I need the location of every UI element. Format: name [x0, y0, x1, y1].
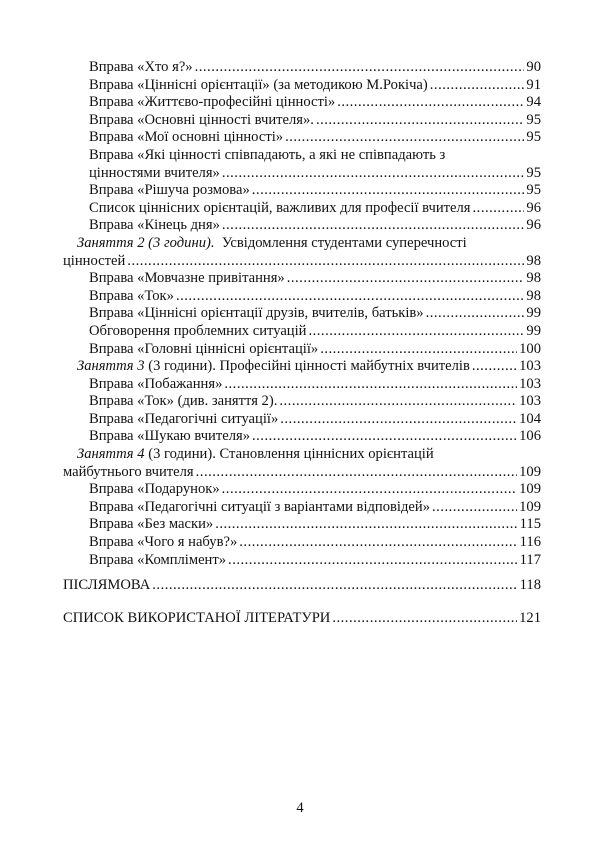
toc-entry[interactable] — [63, 59, 541, 77]
toc-entry-page: 95 — [526, 182, 541, 199]
toc-entry-label: Вправа «Хто я?» — [89, 59, 193, 75]
toc-entry-label: СПИСОК ВИКОРИСТАНОЇ ЛІТЕРАТУРИ — [63, 609, 331, 626]
toc-entry[interactable] — [63, 129, 541, 147]
toc-entry-page: 109 — [519, 498, 541, 515]
toc-entry[interactable] — [63, 534, 541, 552]
toc-entry-label: Обговорення проблемних ситуацій — [89, 322, 307, 339]
leader-dots — [308, 323, 524, 341]
toc-entry-references[interactable] — [63, 610, 541, 628]
leader-dots — [239, 534, 517, 552]
toc-entry-label: майбутнього вчителя — [63, 463, 194, 480]
toc-entry-page: 98 — [526, 270, 541, 287]
toc-entry-page: 103 — [519, 375, 541, 392]
toc-entry-label: Вправа «Ток» (див. заняття 2). — [89, 393, 278, 410]
toc-entry-page: 115 — [519, 516, 541, 533]
toc-entry-page: 104 — [519, 410, 541, 427]
leader-dots — [222, 217, 525, 235]
toc-entry-label: Вправа «Ціннісні орієнтації» (за методикою М.Рокіча) — [89, 76, 428, 93]
leader-dots — [279, 393, 517, 411]
leader-dots — [320, 341, 517, 359]
leader-dots — [252, 182, 525, 200]
session-2-heading[interactable] — [63, 235, 541, 253]
toc-entry-label: Вправа «Основні цінності вчителя». — [89, 111, 314, 128]
toc-entry-label: Вправа «Рішуча розмова» — [89, 182, 250, 199]
toc-entry-label: Вправа «Ціннісні орієнтації друзів, вчителів, батьків» — [89, 305, 424, 322]
toc-entry-label: цінностями вчителя» — [89, 164, 220, 181]
session-3-heading[interactable] — [63, 358, 541, 376]
toc-entry-label: ПІСЛЯМОВА — [63, 577, 151, 594]
session-3-title: (3 години). Професійні цінності майбутніх вчителів — [148, 358, 470, 375]
toc-entry[interactable] — [63, 305, 541, 323]
leader-dots — [332, 610, 517, 628]
toc-entry-label: Вправа «Шукаю вчителя» — [89, 428, 250, 445]
toc-entry-label: Вправа «Подарунок» — [89, 481, 220, 498]
toc-entry-page: 98 — [526, 252, 541, 269]
leader-dots — [473, 200, 525, 218]
toc-entry[interactable] — [63, 112, 541, 130]
toc-entry[interactable] — [63, 182, 541, 200]
leader-dots — [472, 358, 517, 376]
toc-entry-page: 91 — [526, 76, 541, 93]
toc-entry-label: Вправа «Мої основні цінності» — [89, 129, 284, 146]
toc-entry[interactable] — [63, 499, 541, 517]
toc-entry-label: Вправа «Кінець дня» — [89, 217, 220, 234]
toc-entry[interactable] — [63, 341, 541, 359]
toc-entry[interactable] — [63, 516, 541, 534]
toc-entry-label: Вправа «Педагогічні ситуації з варіантами відповідей» — [89, 498, 430, 515]
leader-dots — [215, 516, 517, 534]
toc-entry[interactable] — [63, 464, 541, 482]
toc-entry-label: Вправа «Чого я набув?» — [89, 534, 238, 551]
toc-entry-label: Вправа «Побажання» — [89, 375, 223, 392]
toc-entry[interactable] — [63, 200, 541, 218]
leader-dots — [285, 129, 524, 147]
leader-dots — [152, 577, 517, 595]
session-4-title: (3 години). Становлення ціннісних орієнтацій — [148, 446, 434, 463]
toc-entry-label: Вправа «Комплімент» — [89, 551, 227, 568]
toc-entry-page: 99 — [526, 305, 541, 322]
toc-entry-first-line[interactable]: Вправа «Які цінності співпадають, а які не співпадають з — [89, 146, 446, 163]
toc-entry-label: Вправа «Мовчазне привітання» — [89, 270, 285, 287]
toc-entry-label: Список ціннісних орієнтацій, важливих для професії вчителя — [89, 199, 471, 216]
leader-dots — [430, 77, 525, 95]
toc-entry-page: 96 — [526, 217, 541, 234]
toc-entry-label: цінностей — [63, 252, 126, 269]
leader-dots — [222, 481, 517, 499]
leader-dots — [252, 428, 517, 446]
leader-dots — [228, 552, 518, 570]
toc-entry-page: 118 — [519, 577, 541, 594]
toc-entry-label: Вправа «Без маски» — [89, 516, 214, 533]
toc-entry-page: 90 — [526, 59, 541, 75]
toc-entry[interactable] — [63, 411, 541, 429]
toc-entry-label: Вправа «Життєво-професійні цінності» — [89, 94, 336, 111]
toc-entry-page: 99 — [526, 322, 541, 339]
leader-dots — [196, 464, 517, 482]
toc-entry[interactable] — [63, 77, 541, 95]
toc-entry-page: 116 — [519, 534, 541, 551]
leader-dots — [176, 288, 524, 306]
toc-entry[interactable] — [63, 253, 541, 271]
toc-entry-page: 106 — [519, 428, 541, 445]
session-2-title: Усвідомлення студентами суперечності — [221, 234, 467, 251]
leader-dots — [287, 270, 525, 288]
leader-dots — [127, 253, 524, 271]
leader-dots — [280, 411, 517, 429]
toc-entry-page: 117 — [519, 551, 541, 568]
toc-entry-page: 95 — [526, 129, 541, 146]
toc-entry[interactable] — [63, 428, 541, 446]
leader-dots — [224, 376, 517, 394]
toc-entry-page: 94 — [526, 94, 541, 111]
toc-entry[interactable] — [63, 217, 541, 235]
toc-entry-label: Вправа «Головні ціннісні орієнтації» — [89, 340, 319, 357]
toc-entry-page: 95 — [526, 111, 541, 128]
toc-entry-page: 121 — [519, 609, 541, 626]
leader-dots — [316, 112, 524, 130]
toc-entry-label: Вправа «Ток» — [89, 287, 174, 304]
toc-entry-page: 96 — [526, 199, 541, 216]
page-number: 4 — [296, 800, 304, 816]
toc-entry-page: 95 — [526, 164, 541, 181]
toc-entry[interactable] — [63, 376, 541, 394]
toc-entry-afterword[interactable] — [63, 577, 541, 595]
leader-dots — [195, 59, 525, 77]
toc-entry[interactable] — [63, 165, 541, 183]
toc-entry[interactable] — [63, 270, 541, 288]
leader-dots — [432, 499, 517, 517]
toc-entry[interactable] — [63, 323, 541, 341]
session-4-heading[interactable] — [63, 446, 541, 464]
toc-entry-page: 103 — [519, 358, 541, 375]
session-2-label: Заняття 2 (3 години). — [77, 234, 215, 251]
toc-entry[interactable] — [63, 552, 541, 570]
toc-entry[interactable] — [63, 288, 541, 306]
toc-entry-page: 103 — [519, 393, 541, 410]
table-of-contents — [63, 59, 541, 627]
leader-dots — [337, 94, 524, 112]
leader-dots — [426, 305, 525, 323]
toc-entry-page: 100 — [519, 340, 541, 357]
toc-entry[interactable] — [63, 94, 541, 112]
toc-entry-page: 98 — [526, 287, 541, 304]
toc-entry[interactable] — [63, 393, 541, 411]
toc-entry-label: Вправа «Педагогічні ситуації» — [89, 410, 279, 427]
session-4-label: Заняття 4 — [77, 446, 145, 463]
toc-entry[interactable] — [63, 481, 541, 499]
toc-entry-page: 109 — [519, 481, 541, 498]
session-3-label: Заняття 3 — [77, 358, 145, 375]
toc-entry-page: 109 — [519, 463, 541, 480]
leader-dots — [222, 165, 525, 183]
